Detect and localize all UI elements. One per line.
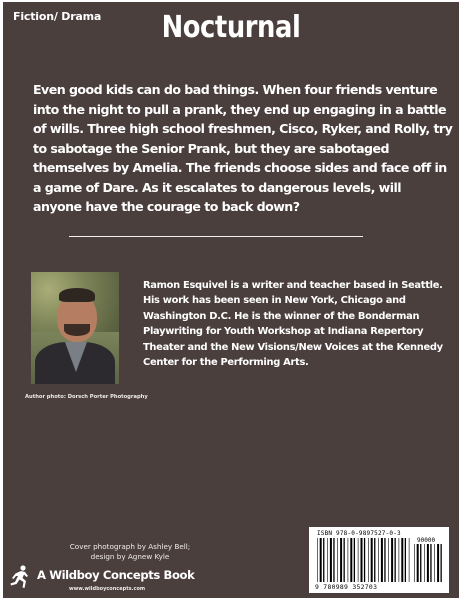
back-cover xyxy=(3,2,459,598)
credits-line-2: design by Agnew Kyle xyxy=(90,552,170,561)
photo-hair xyxy=(59,288,95,302)
credits-line-1: Cover photograph by Ashley Bell; xyxy=(69,542,191,551)
running-boy-logo-icon xyxy=(7,564,33,590)
addon-barcode-bars xyxy=(414,544,444,582)
imprint-name: A Wildboy Concepts Book xyxy=(37,568,195,582)
divider-line xyxy=(69,236,363,237)
design-credits xyxy=(45,542,215,562)
publisher-url: www.wildboyconcepts.com xyxy=(69,586,146,592)
price-code: 90000 xyxy=(417,537,436,544)
book-blurb: Even good kids can do bad things. When four friends venture into the night to pull a prank, they end up engaging in a battle of wills. Three high school freshmen, Cisco, Ryker, and Rolly, try to sabotage the Senior Prank, but they are sabotaged themselves by Amelia. The friends choose sides and face off in a game of Dare. As it escalates to dangerous levels, will anyone have the courage to back down? xyxy=(33,82,453,214)
author-photo xyxy=(31,272,119,384)
genre-label: Fiction/ Drama xyxy=(13,10,102,23)
barcode-digits: 9 780989 352703 xyxy=(315,583,378,591)
isbn-text: ISBN 978-0-9897527-0-3 xyxy=(317,530,401,537)
barcode-bars xyxy=(317,538,411,582)
book-title: Nocturnal xyxy=(161,10,301,45)
photo-credit: Author photo: Dorsch Porter Photography xyxy=(25,394,148,400)
photo-beard xyxy=(64,324,90,336)
isbn-barcode xyxy=(309,527,449,593)
author-bio: Ramon Esquivel is a writer and teacher based in Seattle. His work has been seen in New York, Chicago and Washington D.C. He is the winner of the Bonderman Playwriting for Youth Workshop at Indiana Repertory Theater and the New Visions/New Voices at the Kennedy Center for the Performing Arts. xyxy=(143,280,443,369)
